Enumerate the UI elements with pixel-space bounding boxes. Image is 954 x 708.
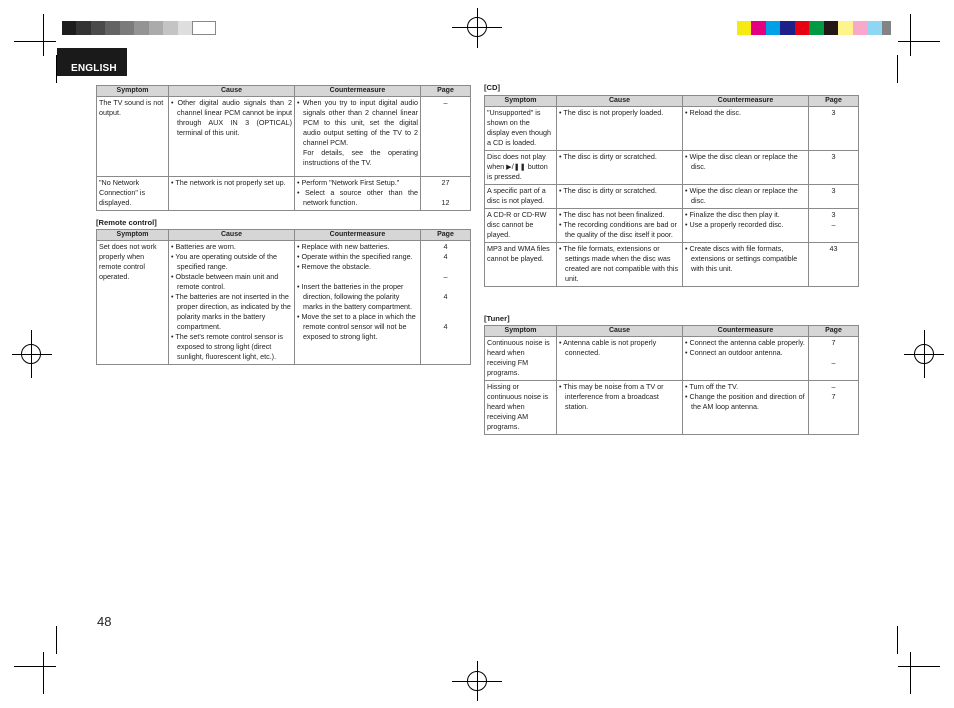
crop-mark [897, 55, 898, 83]
col-header-symptom: Symptom [97, 230, 169, 241]
color-swatch [838, 21, 853, 35]
page-number: 48 [97, 614, 112, 629]
color-swatch [853, 21, 867, 35]
page-ref: 43 [829, 244, 838, 253]
page-ref: – [831, 358, 836, 367]
cause-item: • The network is not properly set up. [171, 178, 286, 187]
countermeasure-item: • Reload the disc. [685, 108, 742, 117]
countermeasure-item: • Connect an outdoor antenna. [685, 348, 783, 357]
symptom-cell: A specific part of a disc is not played. [485, 185, 557, 209]
color-swatch [795, 21, 809, 35]
col-header-countermeasure: Countermeasure [683, 326, 809, 337]
page-ref: 4 [443, 322, 448, 331]
crop-mark [910, 652, 911, 694]
cause-item: • The disc is not properly loaded. [559, 108, 664, 117]
page-ref: 3 [831, 152, 836, 161]
page-cell [809, 243, 859, 287]
page-cell [809, 337, 859, 381]
cause-cell [557, 107, 683, 151]
language-label: ENGLISH [71, 63, 117, 74]
troubleshooting-table-general [96, 85, 471, 211]
color-swatch [882, 21, 891, 35]
countermeasure-note: For details, see the operating instructions of the TV. [303, 148, 418, 167]
symptom-cell: The TV sound is not output. [97, 97, 169, 177]
cause-item: • The disc is dirty or scratched. [559, 186, 657, 195]
countermeasure-item: • Create discs with file formats, extensions or settings compatible with this unit. [685, 244, 798, 273]
table-row [97, 241, 471, 365]
crop-mark [898, 41, 940, 42]
table-row [485, 151, 859, 185]
cause-item: • The disc is dirty or scratched. [559, 152, 657, 161]
color-swatch [780, 21, 795, 35]
page-cell [421, 177, 471, 211]
page-ref: – [443, 272, 448, 281]
grayscale-swatch [134, 21, 149, 35]
countermeasure-item: • Perform "Network First Setup." [297, 178, 400, 187]
crop-mark [897, 626, 898, 654]
crop-mark [14, 666, 56, 667]
col-header-symptom: Symptom [485, 96, 557, 107]
countermeasure-cell [683, 151, 809, 185]
col-header-countermeasure: Countermeasure [683, 96, 809, 107]
page-cell [421, 241, 471, 365]
cause-item: • This may be noise from a TV or interference from a broadcast station. [559, 382, 664, 411]
cause-item: • Antenna cable is not properly connected. [559, 338, 657, 357]
crop-mark [14, 41, 56, 42]
countermeasure-item: • Insert the batteries in the proper direction, following the polarity marks in the battery compartment. [297, 282, 413, 311]
table-row [485, 107, 859, 151]
table-row [485, 381, 859, 435]
countermeasure-item: • Wipe the disc clean or replace the disc. [685, 152, 798, 171]
cause-item: • You are operating outside of the specified range. [171, 252, 278, 271]
grayscale-swatch [149, 21, 163, 35]
cause-item: • Obstacle between main unit and remote control. [171, 272, 279, 291]
symptom-cell: Hissing or continuous noise is heard when receiving AM programs. [485, 381, 557, 435]
page-ref: 3 [831, 186, 836, 195]
symptom-cell: Continuous noise is heard when receiving FM programs. [485, 337, 557, 381]
cause-item: • Other digital audio signals than 2 channel linear PCM cannot be input through AUX IN 3 (OPTICAL) terminal of this unit. [171, 98, 293, 137]
table-row [485, 185, 859, 209]
page-cell [809, 381, 859, 435]
table-row [97, 97, 471, 177]
cause-cell [557, 209, 683, 243]
cause-cell [557, 337, 683, 381]
grayscale-swatch [76, 21, 91, 35]
col-header-cause: Cause [557, 96, 683, 107]
crop-mark [56, 626, 57, 654]
page-ref: – [831, 220, 836, 229]
language-tab [57, 48, 127, 76]
grayscale-swatch [163, 21, 178, 35]
page-ref: 27 [441, 178, 450, 187]
countermeasure-item: • Select a source other than the network function. [297, 188, 418, 207]
countermeasure-cell [683, 107, 809, 151]
troubleshooting-table-remote-control [96, 229, 471, 365]
cause-cell [169, 241, 295, 365]
page-ref: 12 [441, 198, 450, 207]
cause-cell [557, 185, 683, 209]
color-swatch [867, 21, 882, 35]
cause-item: • The set's remote control sensor is exposed to strong light (direct sunlight, fluorescent light, etc.). [171, 332, 284, 361]
table-row [485, 243, 859, 287]
page-ref: 4 [443, 252, 448, 261]
countermeasure-item: • Use a properly recorded disc. [685, 220, 784, 229]
page-cell [809, 209, 859, 243]
page-cell [421, 97, 471, 177]
grayscale-swatch [120, 21, 134, 35]
symptom-cell: Set does not work properly when remote control operated. [97, 241, 169, 365]
cause-item: • Batteries are worn. [171, 242, 236, 251]
col-header-page: Page [809, 96, 859, 107]
section-title-remote-control: [Remote control] [96, 218, 157, 227]
countermeasure-item: • Remove the obstacle. [297, 262, 372, 271]
color-swatch [766, 21, 780, 35]
cause-item: • The batteries are not inserted in the proper direction, as indicated by the polarity marks in the battery compartment. [171, 292, 291, 331]
countermeasure-item: • Operate within the specified range. [297, 252, 413, 261]
page-ref: – [443, 98, 448, 107]
countermeasure-item: • When you try to input digital audio signals other than 2 channel linear PCM to this unit, set the digital audio output setting of the TV to 2 channel PCM. [297, 98, 418, 147]
page-ref: 4 [443, 242, 448, 251]
countermeasure-item: • Turn off the TV. [685, 382, 739, 391]
symptom-cell: MP3 and WMA files cannot be played. [485, 243, 557, 287]
countermeasure-item: • Replace with new batteries. [297, 242, 390, 251]
countermeasure-item: • Wipe the disc clean or replace the disc. [685, 186, 798, 205]
crop-mark [898, 666, 940, 667]
grayscale-swatch [91, 21, 105, 35]
countermeasure-cell [295, 241, 421, 365]
page-ref: 3 [831, 108, 836, 117]
col-header-page: Page [809, 326, 859, 337]
color-swatch [824, 21, 838, 35]
grayscale-swatch [62, 21, 76, 35]
cause-item: • The recording conditions are bad or the quality of the disc itself it poor. [559, 220, 677, 239]
page-ref: 3 [831, 210, 836, 219]
symptom-cell: "No Network Connection" is displayed. [97, 177, 169, 211]
countermeasure-cell [295, 97, 421, 177]
col-header-countermeasure: Countermeasure [295, 230, 421, 241]
col-header-cause: Cause [169, 86, 295, 97]
page-ref: 4 [443, 292, 448, 301]
col-header-symptom: Symptom [97, 86, 169, 97]
countermeasure-cell [683, 243, 809, 287]
countermeasure-cell [683, 185, 809, 209]
symptom-cell: "Unsupported" is shown on the display even though a CD is loaded. [485, 107, 557, 151]
troubleshooting-table-tuner [484, 325, 859, 435]
grayscale-swatch [105, 21, 120, 35]
color-swatch [751, 21, 766, 35]
col-header-cause: Cause [557, 326, 683, 337]
col-header-page: Page [421, 230, 471, 241]
symptom-cell: A CD-R or CD-RW disc cannot be played. [485, 209, 557, 243]
page-cell [809, 151, 859, 185]
countermeasure-cell [683, 209, 809, 243]
troubleshooting-table-cd [484, 95, 859, 287]
countermeasure-item: • Change the position and direction of the AM loop antenna. [685, 392, 805, 411]
section-title-tuner: [Tuner] [484, 314, 510, 323]
page-ref: 7 [831, 338, 836, 347]
crop-mark [910, 14, 911, 56]
countermeasure-cell [683, 337, 809, 381]
col-header-page: Page [421, 86, 471, 97]
cause-item: • The file formats, extensions or settings made when the disc was created are not compatible with this unit. [559, 244, 679, 283]
cause-item: • The disc has not been finalized. [559, 210, 665, 219]
countermeasure-item: • Move the set to a place in which the remote control sensor will not be exposed to strong light. [297, 312, 416, 341]
countermeasure-item: • Finalize the disc then play it. [685, 210, 780, 219]
color-swatch [809, 21, 824, 35]
cause-cell [169, 177, 295, 211]
table-row [485, 209, 859, 243]
cause-cell [557, 243, 683, 287]
col-header-symptom: Symptom [485, 326, 557, 337]
page-ref: – [831, 382, 836, 391]
countermeasure-cell [295, 177, 421, 211]
page-cell [809, 107, 859, 151]
crop-mark [43, 14, 44, 56]
cause-cell [169, 97, 295, 177]
table-row [97, 177, 471, 211]
col-header-cause: Cause [169, 230, 295, 241]
crop-mark [43, 652, 44, 694]
countermeasure-item: • Connect the antenna cable properly. [685, 338, 805, 347]
grayscale-swatch [178, 21, 192, 35]
color-swatch [737, 21, 751, 35]
countermeasure-cell [683, 381, 809, 435]
grayscale-swatch [192, 21, 216, 35]
cause-cell [557, 381, 683, 435]
cause-cell [557, 151, 683, 185]
section-title-cd: [CD] [484, 83, 501, 92]
col-header-countermeasure: Countermeasure [295, 86, 421, 97]
page-cell [809, 185, 859, 209]
page-ref: 7 [831, 392, 836, 401]
symptom-cell: Disc does not play when ▶/❚❚ button is pressed. [485, 151, 557, 185]
table-row [485, 337, 859, 381]
